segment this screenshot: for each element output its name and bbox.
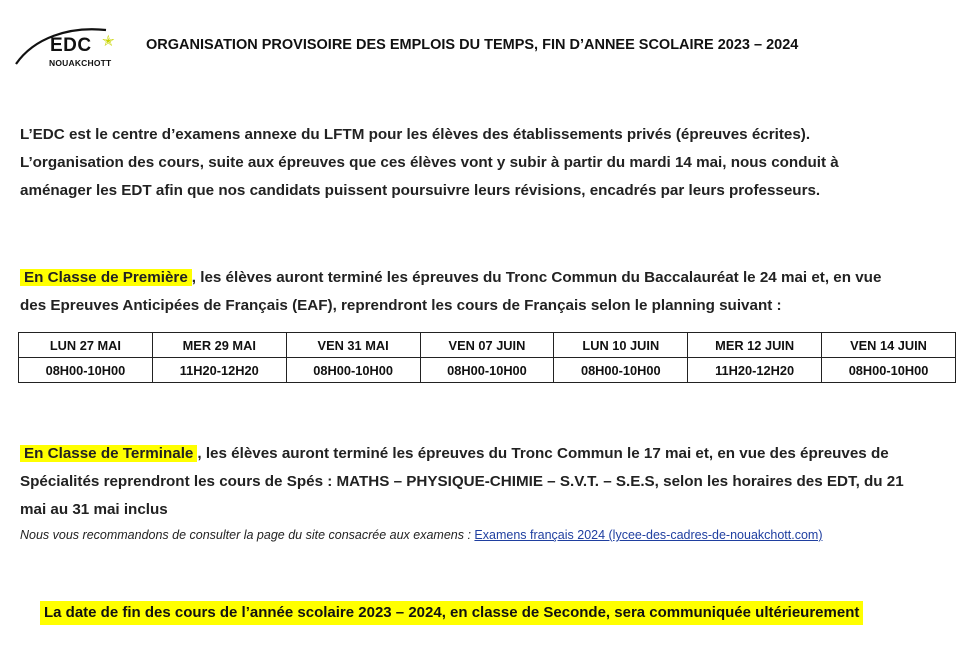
intro-line-2: L’organisation des cours, suite aux épreuves que ces élèves vont y subir à partir du mardi 14 mai, nous conduit à	[20, 154, 839, 171]
schedule-times-row	[19, 358, 956, 383]
schedule-time: 08H00-10H00	[420, 358, 554, 383]
exam-page-note	[20, 528, 823, 542]
star-icon: ✭	[102, 33, 115, 50]
schedule-time: 08H00-10H00	[19, 358, 153, 383]
terminale-line-3: mai au 31 mai inclus	[20, 501, 168, 518]
schedule-day: VEN 31 MAI	[286, 333, 420, 358]
schedule-time: 08H00-10H00	[286, 358, 420, 383]
premiere-line-1-text: , les élèves auront terminé les épreuves du Tronc Commun du Baccalauréat le 24 mai et, en vue	[191, 269, 882, 286]
logo-text: EDC	[50, 35, 92, 56]
intro-paragraph	[20, 121, 954, 205]
edc-logo	[14, 18, 124, 70]
schedule-time: 08H00-10H00	[554, 358, 688, 383]
intro-line-1: L’EDC est le centre d’examens annexe du LFTM pour les élèves des établissements privés (épreuves écrites).	[20, 126, 811, 143]
schedule-day: LUN 27 MAI	[19, 333, 153, 358]
seconde-end-date-notice: La date de fin des cours de l’année scolaire 2023 – 2024, en classe de Seconde, sera communiquée ultérieurement	[40, 601, 863, 625]
schedule-day: LUN 10 JUIN	[554, 333, 688, 358]
intro-line-3: aménager les EDT afin que nos candidats puissent poursuivre leurs révisions, encadrés par leurs professeurs.	[20, 182, 821, 199]
schedule-day: MER 29 MAI	[152, 333, 286, 358]
premiere-paragraph	[20, 264, 954, 320]
schedule-day: MER 12 JUIN	[688, 333, 822, 358]
schedule-days-row	[19, 333, 956, 358]
logo-city: NOUAKCHOTT	[49, 58, 112, 68]
terminale-line-1	[20, 440, 954, 468]
schedule-day: VEN 14 JUIN	[822, 333, 956, 358]
schedule-day: VEN 07 JUIN	[420, 333, 554, 358]
note-text: Nous vous recommandons de consulter la page du site consacrée aux examens :	[20, 528, 475, 542]
exam-page-link[interactable]: Examens français 2024 (lycee-des-cadres-de-nouakchott.com)	[474, 528, 823, 542]
terminale-line-2: Spécialités reprendront les cours de Spés : MATHS – PHYSIQUE-CHIMIE – S.V.T. – S.E.S, selon les horaires des EDT, du 21	[20, 473, 904, 490]
premiere-line-1	[20, 264, 954, 292]
page-title: ORGANISATION PROVISOIRE DES EMPLOIS DU TEMPS, FIN D’ANNEE SCOLAIRE 2023 – 2024	[146, 37, 799, 53]
terminale-label: En Classe de Terminale	[20, 445, 197, 462]
premiere-label: En Classe de Première	[20, 269, 192, 286]
schedule-time: 11H20-12H20	[152, 358, 286, 383]
terminale-line-1-text: , les élèves auront terminé les épreuves du Tronc Commun le 17 mai et, en vue des épreuves de	[197, 445, 889, 462]
premiere-line-2: des Epreuves Anticipées de Français (EAF), reprendront les cours de Français selon le planning suivant :	[20, 297, 782, 314]
schedule-time: 08H00-10H00	[822, 358, 956, 383]
schedule-time: 11H20-12H20	[688, 358, 822, 383]
terminale-paragraph	[20, 440, 954, 524]
french-schedule-table	[18, 332, 956, 383]
